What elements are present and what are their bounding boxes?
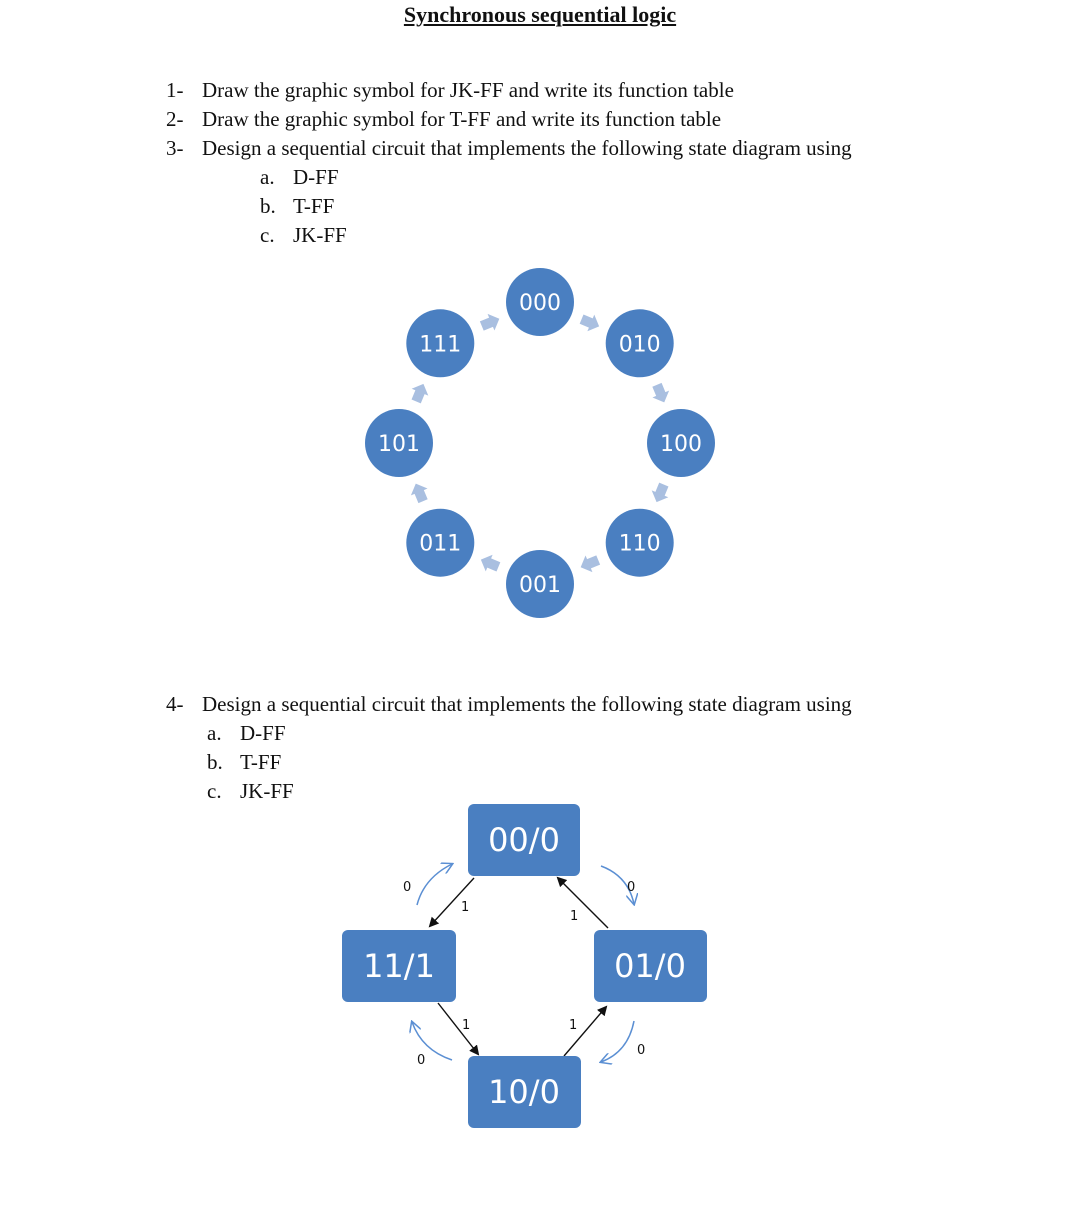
state-box-00: [468, 804, 580, 876]
option-mark: a.: [260, 165, 275, 189]
option-mark: c.: [207, 779, 222, 803]
state-label: 001: [519, 573, 561, 598]
option-text: JK-FF: [240, 779, 294, 803]
option-text: JK-FF: [293, 223, 347, 247]
label-edge-10-01: 1: [569, 1018, 578, 1033]
state-label: 111: [419, 332, 462, 358]
label-edge-11-10: 1: [462, 1018, 471, 1033]
option-text: T-FF: [293, 194, 335, 218]
state-label: 110: [618, 531, 661, 557]
state-label: 000: [519, 291, 561, 316]
self-loop-00-arrow: [417, 864, 452, 905]
option-text: D-FF: [293, 165, 339, 189]
label-self-01: 0: [627, 880, 636, 895]
state-label: 101: [378, 432, 420, 457]
state-label: 011: [419, 531, 462, 557]
label-edge-00-11: 1: [461, 900, 470, 915]
question-4-number: 4-: [166, 692, 184, 716]
question-1-number: 1-: [166, 78, 184, 102]
state-label-00: 00/0: [488, 821, 560, 859]
state-label: 010: [618, 332, 661, 358]
question-3-text: Design a sequential circuit that implements the following state diagram using: [202, 136, 852, 160]
transition-01-to-00: [558, 878, 608, 928]
state-box-11: [342, 930, 456, 1002]
page-title: Synchronous sequential logic: [403, 2, 677, 27]
question-2-text: Draw the graphic symbol for T-FF and write its function table: [202, 107, 722, 131]
state-label-11: 11/1: [363, 947, 435, 985]
state-label: 100: [660, 432, 702, 457]
option-text: T-FF: [240, 750, 282, 774]
option-mark: a.: [207, 721, 222, 745]
option-mark: b.: [260, 194, 276, 218]
option-mark: b.: [207, 750, 223, 774]
transition-11-to-10: [438, 1003, 478, 1054]
label-self-00: 0: [403, 880, 412, 895]
state-label-01: 01/0: [614, 947, 686, 985]
label-self-11: 0: [417, 1053, 426, 1068]
question-4-text: Design a sequential circuit that implements the following state diagram using: [202, 692, 852, 716]
option-text: D-FF: [240, 721, 286, 745]
question-1-text: Draw the graphic symbol for JK-FF and write its function table: [202, 78, 734, 102]
state-label-10: 10/0: [488, 1073, 560, 1111]
question-2-number: 2-: [166, 107, 184, 131]
label-self-10: 0: [637, 1043, 646, 1058]
state-box-01: [594, 930, 707, 1002]
state-box-10: [468, 1056, 581, 1128]
question-3-number: 3-: [166, 136, 184, 160]
self-loop-10-arrow: [601, 1021, 634, 1062]
option-mark: c.: [260, 223, 275, 247]
label-edge-01-00: 1: [570, 909, 579, 924]
